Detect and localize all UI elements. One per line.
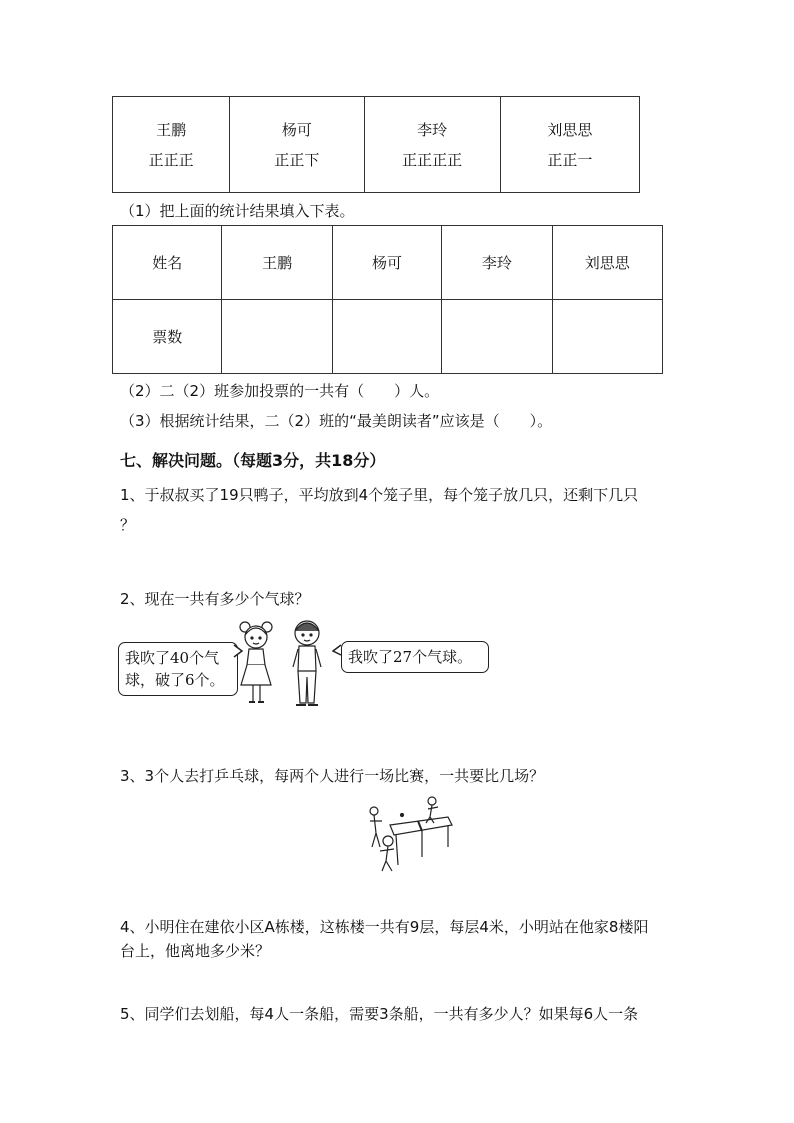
problem-1-line1: 1、于叔叔买了19只鸭子，平均放到4个笼子里，每个笼子放几只，还剩下几只 bbox=[120, 486, 639, 504]
header-cell: 刘思思 bbox=[552, 226, 662, 300]
player-body bbox=[380, 846, 394, 871]
tally-cell bbox=[113, 97, 230, 193]
problem-2: 2、现在一共有多少个气球？ bbox=[120, 590, 310, 608]
tally-name: 李玲 bbox=[417, 120, 448, 139]
tally-cell bbox=[230, 97, 364, 193]
question-6-1: （1）把上面的统计结果填入下表。 bbox=[120, 202, 355, 220]
children-illustration bbox=[225, 615, 345, 715]
tally-cell bbox=[500, 97, 639, 193]
tally-name: 王鹏 bbox=[156, 120, 187, 139]
question-6-3: （3）根据统计结果，二（2）班的“最美朗读者”应该是（ ）。 bbox=[120, 412, 553, 430]
ping-pong-illustration bbox=[362, 795, 454, 873]
tally-marks: 正正正正 bbox=[402, 150, 463, 169]
problem-4-line1: 4、小明住在建依小区A栋楼，这栋楼一共有9层，每层4米，小明站在他家8楼阳 bbox=[120, 918, 649, 936]
player-body bbox=[370, 815, 382, 847]
tally-marks: 正正下 bbox=[274, 150, 320, 169]
player-head bbox=[383, 836, 393, 846]
header-cell: 杨可 bbox=[332, 226, 441, 300]
tally-name: 刘思思 bbox=[547, 120, 593, 139]
problem-3: 3、3个人去打乒乓球，每两个人进行一场比赛，一共要比几场？ bbox=[120, 767, 545, 785]
question-6-2: （2）二（2）班参加投票的一共有（ ）人。 bbox=[120, 382, 440, 400]
section-7-title: 七、解决问题。（每题3分，共18分） bbox=[120, 451, 386, 470]
player-head bbox=[370, 807, 378, 815]
header-cell: 王鹏 bbox=[222, 226, 332, 300]
problem-1-line2: ？ bbox=[120, 516, 136, 534]
table-leg bbox=[396, 835, 398, 865]
answer-cell[interactable] bbox=[442, 300, 552, 374]
ball bbox=[401, 814, 404, 817]
answer-cell[interactable] bbox=[552, 300, 662, 374]
girl-figure bbox=[240, 622, 272, 702]
boy-speech-bubble bbox=[341, 641, 489, 673]
answer-cell[interactable] bbox=[332, 300, 441, 374]
boy-speech-line: 我吹了27个气球。 bbox=[348, 648, 473, 666]
tally-table bbox=[112, 96, 640, 193]
girl-speech-line: 我吹了40个气 bbox=[125, 649, 220, 667]
result-table bbox=[112, 225, 663, 374]
row-label-cell: 票数 bbox=[113, 300, 222, 374]
player-head bbox=[428, 797, 436, 805]
problem-5-line1: 5、同学们去划船，每4人一条船，需要3条船，一共有多少人？如果每6人一条 bbox=[120, 1005, 639, 1023]
header-cell: 姓名 bbox=[113, 226, 222, 300]
girl-speech-bubble bbox=[118, 642, 238, 696]
tally-cell bbox=[364, 97, 500, 193]
tally-name: 杨可 bbox=[281, 120, 312, 139]
answer-cell[interactable] bbox=[222, 300, 332, 374]
tally-marks: 正正正 bbox=[148, 150, 194, 169]
problem-4-line2: 台上，他离地多少米？ bbox=[120, 942, 271, 960]
header-cell: 李玲 bbox=[442, 226, 552, 300]
tally-marks: 正正一 bbox=[547, 150, 593, 169]
boy-figure bbox=[293, 621, 321, 705]
girl-speech-line: 球，破了6个。 bbox=[125, 671, 225, 689]
